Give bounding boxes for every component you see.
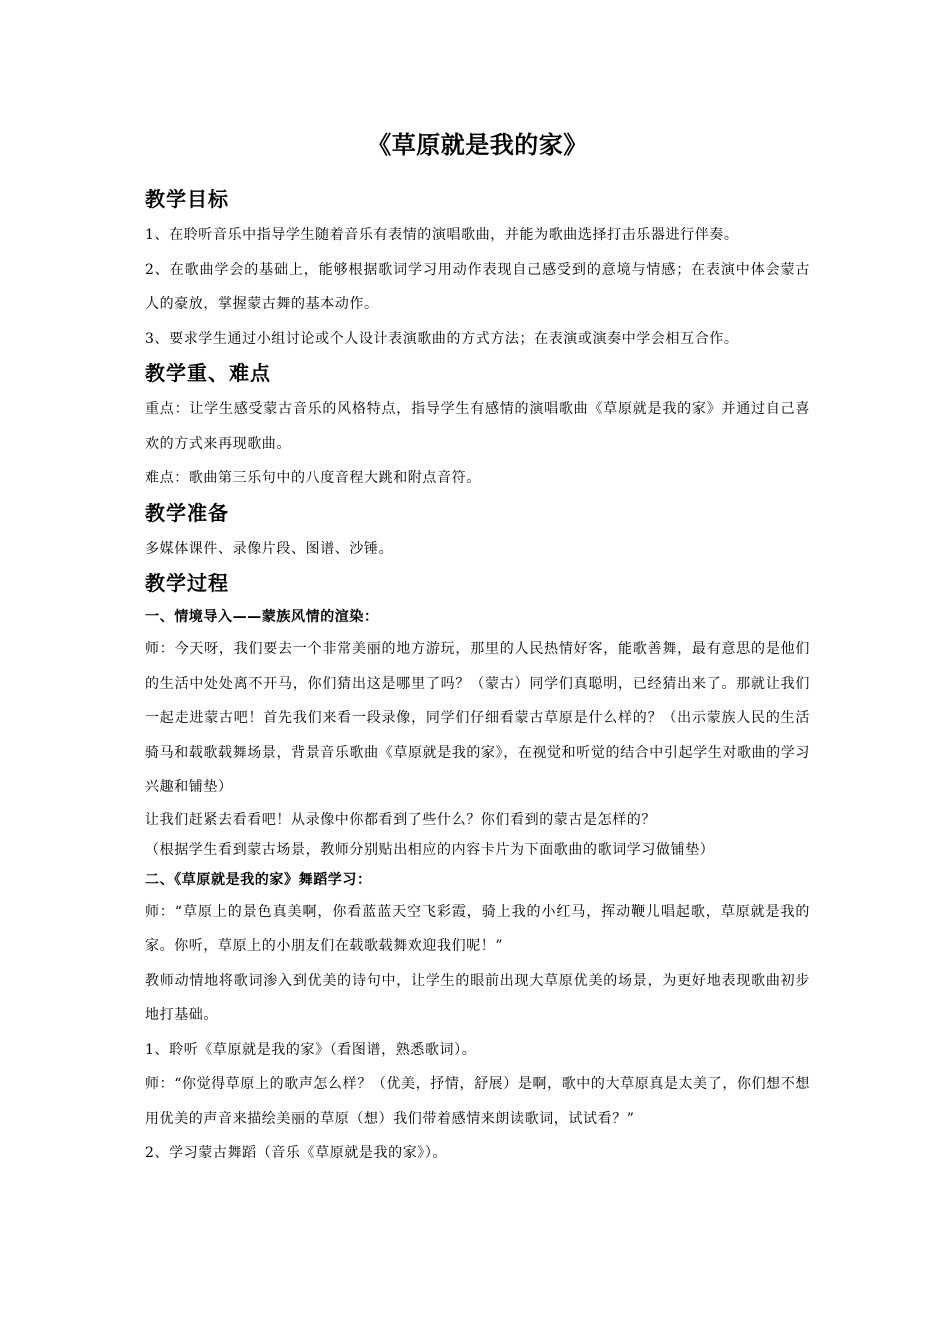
key-point-difficulty: 难点：歌曲第三乐句中的八度音程大跳和附点音符。 — [145, 470, 481, 486]
process-part2-paragraph4: 师：“你觉得草原上的歌声怎么样？（优美，抒情，舒展）是啊，歌中的大草原真是太美了，你们想不想用优美的声音来描绘美丽的草原（想）我们带着感情来朗读歌词，试试看？” — [145, 1076, 810, 1127]
process-part1-subheading: 一、情境导入——蒙族风情的渲染： — [145, 609, 379, 625]
process-part1-paragraph1: 师：今天呀，我们要去一个非常美丽的地方游玩，那里的人民热情好客，能歌善舞，最有意思的是他们的生活中处处离不开马，你们猜出这是哪里了吗？（蒙古）同学们真聪明，已经猜出来了。那就让我们一起走进蒙古吧！首先我们来看一段录像，同学们仔细看蒙古草原是什么样的？（出示蒙族人民的生活骑马和载歌载舞场景，背景音乐歌曲《草原就是我的家》，在视觉和听觉的结合中引起学生对歌曲的学习兴趣和铺垫） — [145, 641, 810, 795]
key-points-heading: 教学重、难点 — [145, 361, 271, 385]
goals-heading: 教学目标 — [145, 187, 229, 211]
goal-item-2: 2、在歌曲学会的基础上，能够根据歌词学习用动作表现自己感受到的意境与情感；在表演中体会蒙古人的豪放，掌握蒙古舞的基本动作。 — [145, 261, 810, 312]
goal-item-3: 3、要求学生通过小组讨论或个人设计表演歌曲的方式方法；在表演或演奏中学会相互合作。 — [145, 330, 739, 347]
process-part1-paragraph3: （根据学生看到蒙古场景，教师分别贴出相应的内容卡片为下面歌曲的歌词学习做铺垫） — [145, 841, 715, 858]
preparation-text: 多媒体课件、录像片段、图谱、沙锤。 — [145, 540, 394, 557]
process-part2-paragraph2: 教师动情地将歌词渗入到优美的诗句中，让学生的眼前出现大草原优美的场景，为更好地表现歌曲初步地打基础。 — [145, 972, 810, 1023]
document-title: 《草原就是我的家》 — [367, 131, 588, 159]
process-part2-paragraph3: 1、聆听《草原就是我的家》（看图谱，熟悉歌词）。 — [145, 1041, 477, 1058]
process-part1-paragraph2: 让我们赶紧去看看吧！从录像中你都看到了些什么？你们看到的蒙古是怎样的？ — [145, 811, 656, 828]
document-page — [145, 128, 810, 1171]
process-part2-subheading: 二、《草原就是我的家》舞蹈学习： — [145, 871, 372, 888]
process-part2-paragraph1: 师：“草原上的景色真美啊，你看蓝蓝天空飞彩霞，骑上我的小红马，挥动鞭儿唱起歌，草原就是我的家。你听，草原上的小朋友们在载歌载舞欢迎我们呢！” — [145, 903, 810, 954]
goal-item-1: 1、在聆听音乐中指导学生随着音乐有表情的演唱歌曲，并能为歌曲选择打击乐器进行伴奏。 — [145, 227, 739, 243]
process-heading: 教学过程 — [145, 571, 229, 595]
preparation-heading: 教学准备 — [145, 500, 229, 525]
key-point-focus: 重点：让学生感受蒙古音乐的风格特点，指导学生有感情的演唱歌曲《草原就是我的家》并通过自己喜欢的方式来再现歌曲。 — [145, 401, 810, 452]
process-part2-paragraph5: 2、学习蒙古舞蹈（音乐《草原就是我的家》）。 — [145, 1145, 448, 1161]
